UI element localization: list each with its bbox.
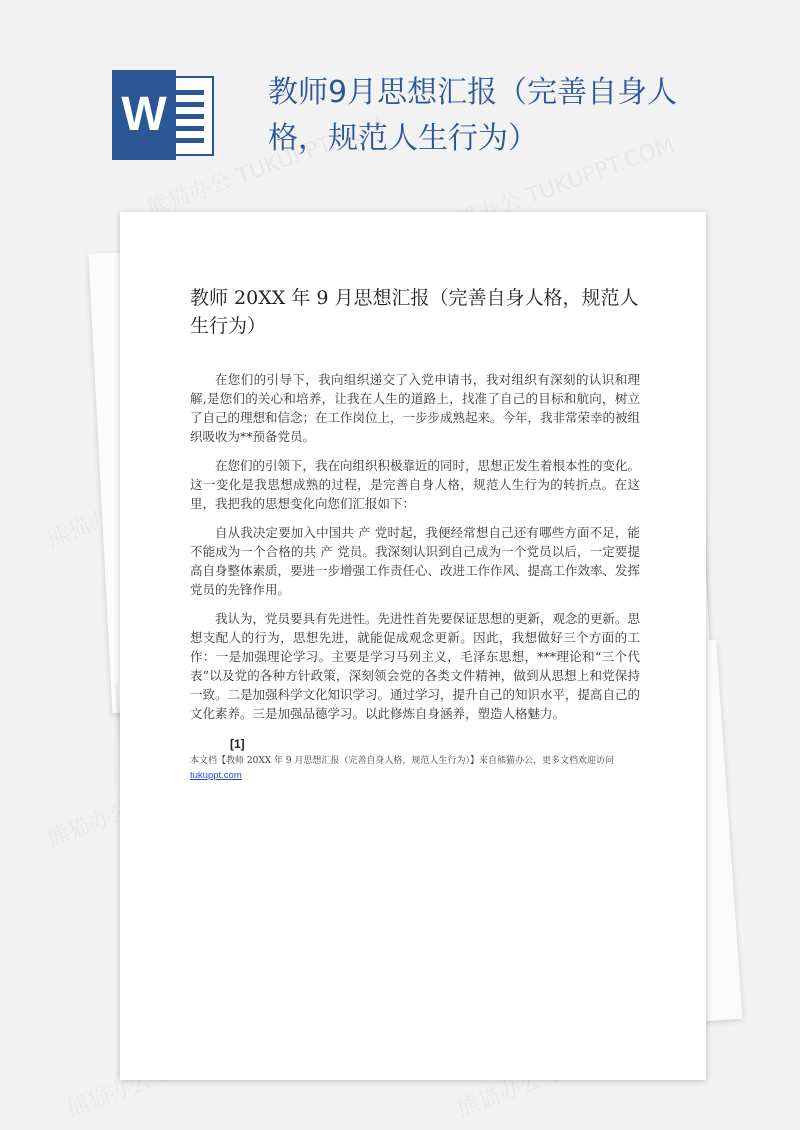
source-footer [190,755,646,782]
word-document-icon [112,70,216,160]
footer-text: 本文档【教师 20XX 年 9 月思想汇报（完善自身人格，规范人生行为）】来自熊猫办公，更多文档欢迎访问 [190,756,614,766]
banner-title: 教师9月思想汇报（完善自身人格，规范人生行为） [268,75,678,156]
paragraph: 在您们的引领下，我在向组织积极靠近的同时，思想正发生着根本性的变化。这一变化是我思想成熟的过程，是完善自身人格，规范人生行为的转折点。在这里，我把我的思想变化向您们汇报如下： [190,458,641,511]
document-title: 教师 20XX 年 9 月思想汇报（完善自身人格，规范人生行为） [190,287,639,337]
paragraph: 我认为，党员要具有先进性。先进性首先要保证思想的更新，观念的更新。思想支配人的行为，思想先进，就能促成观念更新。因此，我想做好三个方面的工作：一是加强理论学习。主要是学习马列主义，毛泽东思想，***理论和“三个代表”以及党的各种方针政策，深刻领会党的各类文件精神，做到从思想上和党保持一致。二是加强科学文化知识学习。通过学习，提升自己的知识水平，提高自己的文化素养。三是加强品德学习。以此修炼自身涵养，塑造人格魅力。 [190,611,641,721]
word-badge: W [112,70,176,160]
document-page [120,212,706,1080]
reference-marker: [1] [230,737,245,751]
paragraph: 自从我决定要加入中国共 产 党时起，我便经常想自己还有哪些方面不足，能不能成为一个合格的共 产 党员。我深刻认识到自己成为一个党员以后，一定要提高自身整体素质，要进一步增强工作责任心、改进工作作风、提高工作效率、发挥党员的先锋作用。 [190,525,641,597]
source-link[interactable]: tukuppt.com [190,770,242,781]
paragraph: 在您们的引导下，我向组织递交了入党申请书，我对组织有深刻的认识和理解,是您们的关心和培养，让我在人生的道路上，找准了自己的目标和航向，树立了自己的理想和信念；在工作岗位上，一步步成熟起来。今年，我非常荣幸的被组织吸收为**预备党员。 [190,372,641,444]
document-content [190,284,640,782]
